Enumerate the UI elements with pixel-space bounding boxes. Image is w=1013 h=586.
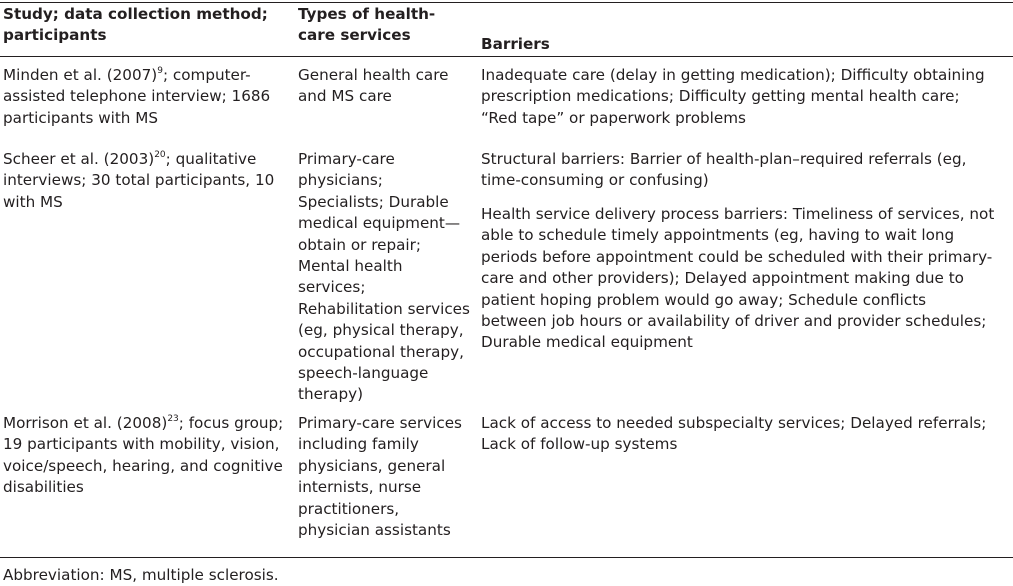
table-row-2-barriers-structural: Structural barriers: Barrier of health-plan–required referrals (eg, time-consuming or confusing): [481, 150, 967, 190]
study-author: Scheer et al. (2003): [3, 150, 155, 168]
study-author: Morrison et al. (2008): [3, 414, 168, 432]
reference-number: 20: [154, 149, 166, 160]
table-row-1-study: [3, 65, 288, 129]
table-row-3-services: Primary-care services including family physicians, general internists, nurse practitioners, physician assistants: [298, 414, 462, 540]
table-row-2-study: [3, 149, 288, 213]
reference-number: 9: [157, 65, 163, 76]
header-rule: [0, 56, 1013, 57]
header-study: Study; data collection method; participants: [3, 5, 268, 44]
table-row-2-services: Primary-care physicians; Specialists; Durable medical equipment—obtain or repair; Mental health services; Rehabilitation services (eg, physical therapy, occupational therapy, speech-language therapy): [298, 150, 470, 404]
table-footnote: Abbreviation: MS, multiple sclerosis.: [3, 566, 279, 584]
header-barriers: Barriers: [481, 35, 550, 53]
table-row-3-barriers: Lack of access to needed subspecialty services; Delayed referrals; Lack of follow-up systems: [481, 414, 987, 454]
table-row-1-barriers: Inadequate care (delay in getting medication); Difficulty obtaining prescription medications; Difficulty getting mental health care; “Red tape” or paperwork problems: [481, 66, 985, 127]
reference-number: 23: [167, 413, 179, 424]
table-row-2-barriers-process: Health service delivery process barriers: Timeliness of services, not able to schedule timely appointments (eg, having to wait long periods before appointment could be scheduled with their primary-care and other providers); Delayed appointment making due to patient hoping problem would go away; Schedule conflicts between job hours or availability of driver and provider schedules; Durable medical equipment: [481, 205, 995, 352]
table-bottom-rule: [0, 557, 1013, 558]
header-services: Types of health-care services: [298, 5, 436, 44]
table-row-3-study: [3, 413, 288, 499]
study-details: ; focus group; 19 participants with mobility, vision, voice/speech, hearing, and cognitive disabilities: [3, 414, 284, 497]
study-author: Minden et al. (2007): [3, 66, 158, 84]
study-details: ; qualitative interviews; 30 total participants, 10 with MS: [3, 150, 275, 211]
table-top-rule: [0, 2, 1013, 3]
table-row-1-services: General health care and MS care: [298, 66, 449, 106]
study-details: ; computer-assisted telephone interview; 1686 participants with MS: [3, 66, 271, 127]
